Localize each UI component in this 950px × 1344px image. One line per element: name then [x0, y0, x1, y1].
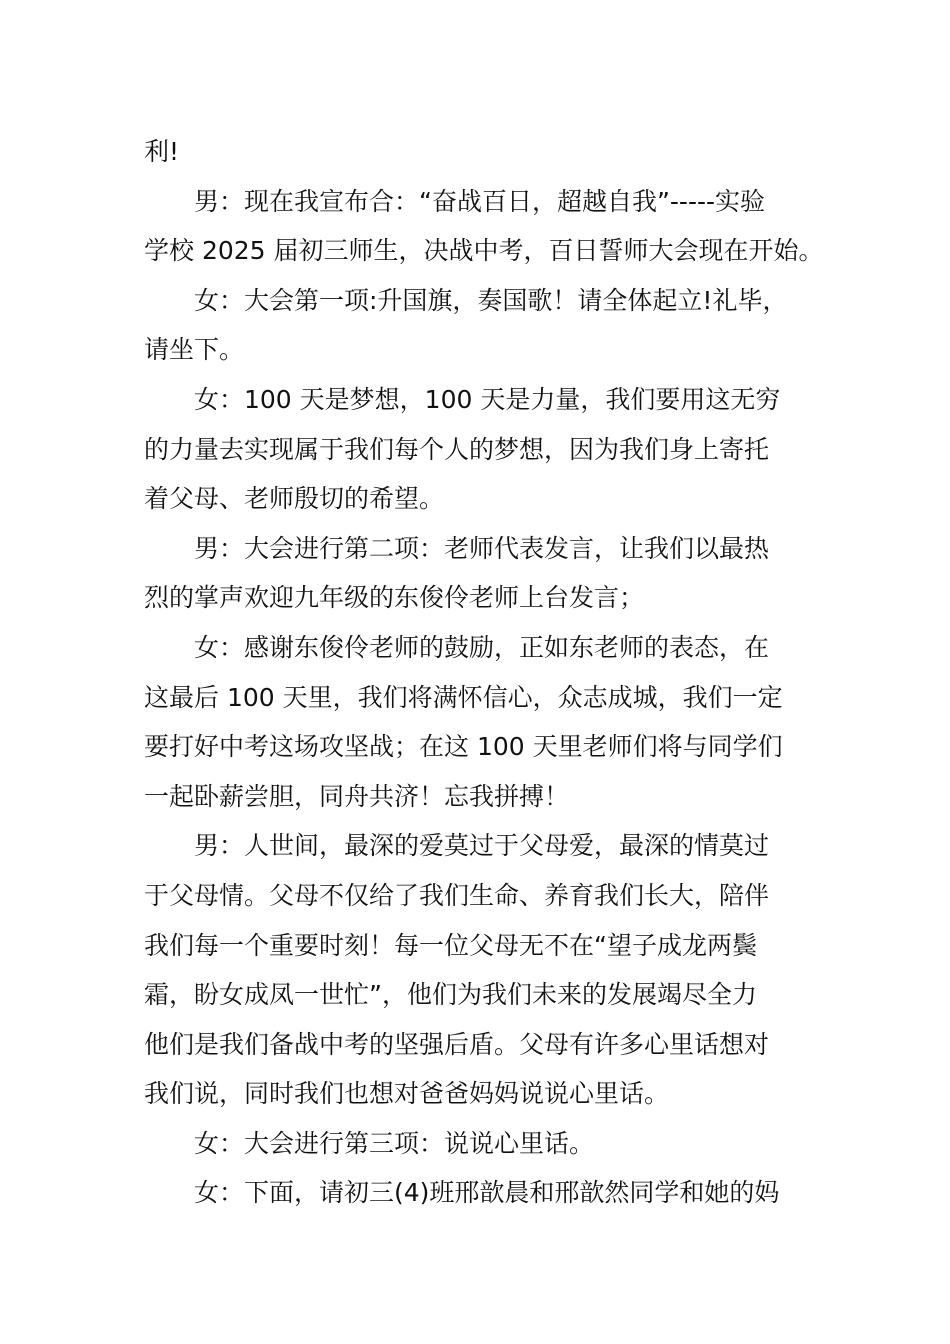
- text-line: 的力量去实现属于我们每个人的梦想，因为我们身上寄托: [144, 434, 770, 464]
- text-line: 霜，盼女成凤一世忙”，他们为我们未来的发展竭尽全力: [144, 980, 757, 1010]
- text-line: 男：大会进行第二项：老师代表发言，让我们以最热: [194, 533, 770, 563]
- text-line: 一起卧薪尝胆，同舟共济！忘我拼搏！: [144, 781, 570, 811]
- text-line: 女：100 天是梦想，100 天是力量，我们要用这无穷: [194, 384, 781, 414]
- text-line: 女：大会进行第三项：说说心里话。: [194, 1128, 595, 1158]
- text-line: 我们说，同时我们也想对爸爸妈妈说说心里话。: [144, 1079, 670, 1109]
- text-line: 学校 2025 届初三师生，决战中考，百日誓师大会现在开始。: [144, 236, 824, 266]
- text-line: 利!: [144, 137, 180, 166]
- text-line: 他们是我们备战中考的坚强后盾。父母有许多心里话想对: [144, 1029, 770, 1059]
- text-line: 男：人世间，最深的爱莫过于父母爱，最深的情莫过: [194, 831, 770, 861]
- text-line: 女：下面，请初三(4)班邢歆晨和邢歆然同学和她的妈: [194, 1178, 780, 1208]
- text-line: 烈的掌声欢迎九年级的东俊伶老师上台发言；: [144, 583, 645, 613]
- text-line: 女：大会第一项:升国旗，奏国歌！请全体起立!礼毕，: [194, 285, 788, 315]
- text-line: 于父母情。父母不仅给了我们生命、养育我们长大，陪伴: [144, 880, 770, 910]
- text-line: 这最后 100 天里，我们将满怀信心，众志成城，我们一定: [144, 682, 783, 712]
- text-line: 男：现在我宣布合：“奋战百日，超越自我”-----实验: [194, 186, 766, 216]
- text-line: 请坐下。: [144, 335, 245, 365]
- text-line: 着父母、老师殷切的希望。: [144, 484, 445, 514]
- document-body: [144, 127, 824, 1218]
- text-line: 女：感谢东俊伶老师的鼓励，正如东老师的表态，在: [194, 632, 770, 662]
- text-line: 我们每一个重要时刻！每一位父母无不在“望子成龙两鬓: [144, 930, 757, 960]
- text-line: 要打好中考这场攻坚战；在这 100 天里老师们将与同学们: [144, 732, 783, 762]
